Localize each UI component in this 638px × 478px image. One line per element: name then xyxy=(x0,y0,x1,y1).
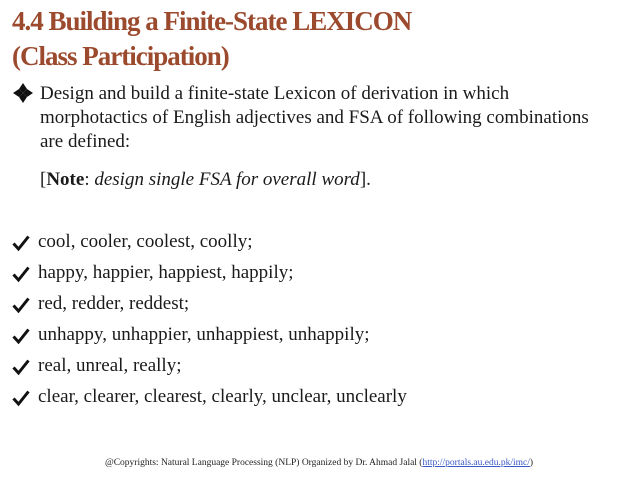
list-item-text: clear, clearer, clearest, clearly, unclear, unclearly xyxy=(38,386,407,407)
checkmark-icon xyxy=(12,265,30,283)
diamond-bullet-icon xyxy=(12,82,34,104)
list-item xyxy=(12,226,407,257)
list-item xyxy=(12,257,407,288)
note-label: Note xyxy=(46,169,85,190)
list-item-text: real, unreal, really; xyxy=(38,355,182,376)
slide-title xyxy=(12,4,411,74)
checkmark-icon xyxy=(12,234,30,252)
list-item xyxy=(12,319,407,350)
footer-link[interactable]: http://portals.au.edu.pk/imc/ xyxy=(422,458,530,468)
note-close: ]. xyxy=(359,169,371,190)
lead-text: Design and build a finite-state Lexicon of derivation in which morphotactics of English adjectives and FSA of following combinations are defined: xyxy=(40,83,589,152)
list-item-text: happy, happier, happiest, happily; xyxy=(38,262,294,283)
slide-title-line2: (Class Participation) xyxy=(12,41,229,71)
slide-title-line1: 4.4 Building a Finite-State LEXICON xyxy=(12,6,412,36)
checkmark-icon xyxy=(12,389,30,407)
checkmark-icon xyxy=(12,327,30,345)
list-item-text: unhappy, unhappier, unhappiest, unhappily; xyxy=(38,324,370,345)
footer-copyright xyxy=(0,458,638,468)
footer-text: @Copyrights: Natural Language Processing (NLP) Organized by Dr. Ahmad Jalal ( xyxy=(104,458,423,468)
note-separator: : xyxy=(84,169,95,190)
list-item xyxy=(12,350,407,381)
note-line xyxy=(40,168,371,192)
list-item xyxy=(12,288,407,319)
footer-close: ) xyxy=(529,458,534,468)
list-item-text: cool, cooler, coolest, coolly; xyxy=(38,231,253,252)
list-item xyxy=(12,381,407,412)
checkmark-icon xyxy=(12,296,30,314)
list-item-text: red, redder, reddest; xyxy=(38,293,190,314)
note-body: design single FSA for overall word xyxy=(94,169,360,190)
lead-paragraph xyxy=(12,82,612,154)
word-list xyxy=(12,226,407,412)
note-open: [ xyxy=(40,169,47,190)
checkmark-icon xyxy=(12,358,30,376)
